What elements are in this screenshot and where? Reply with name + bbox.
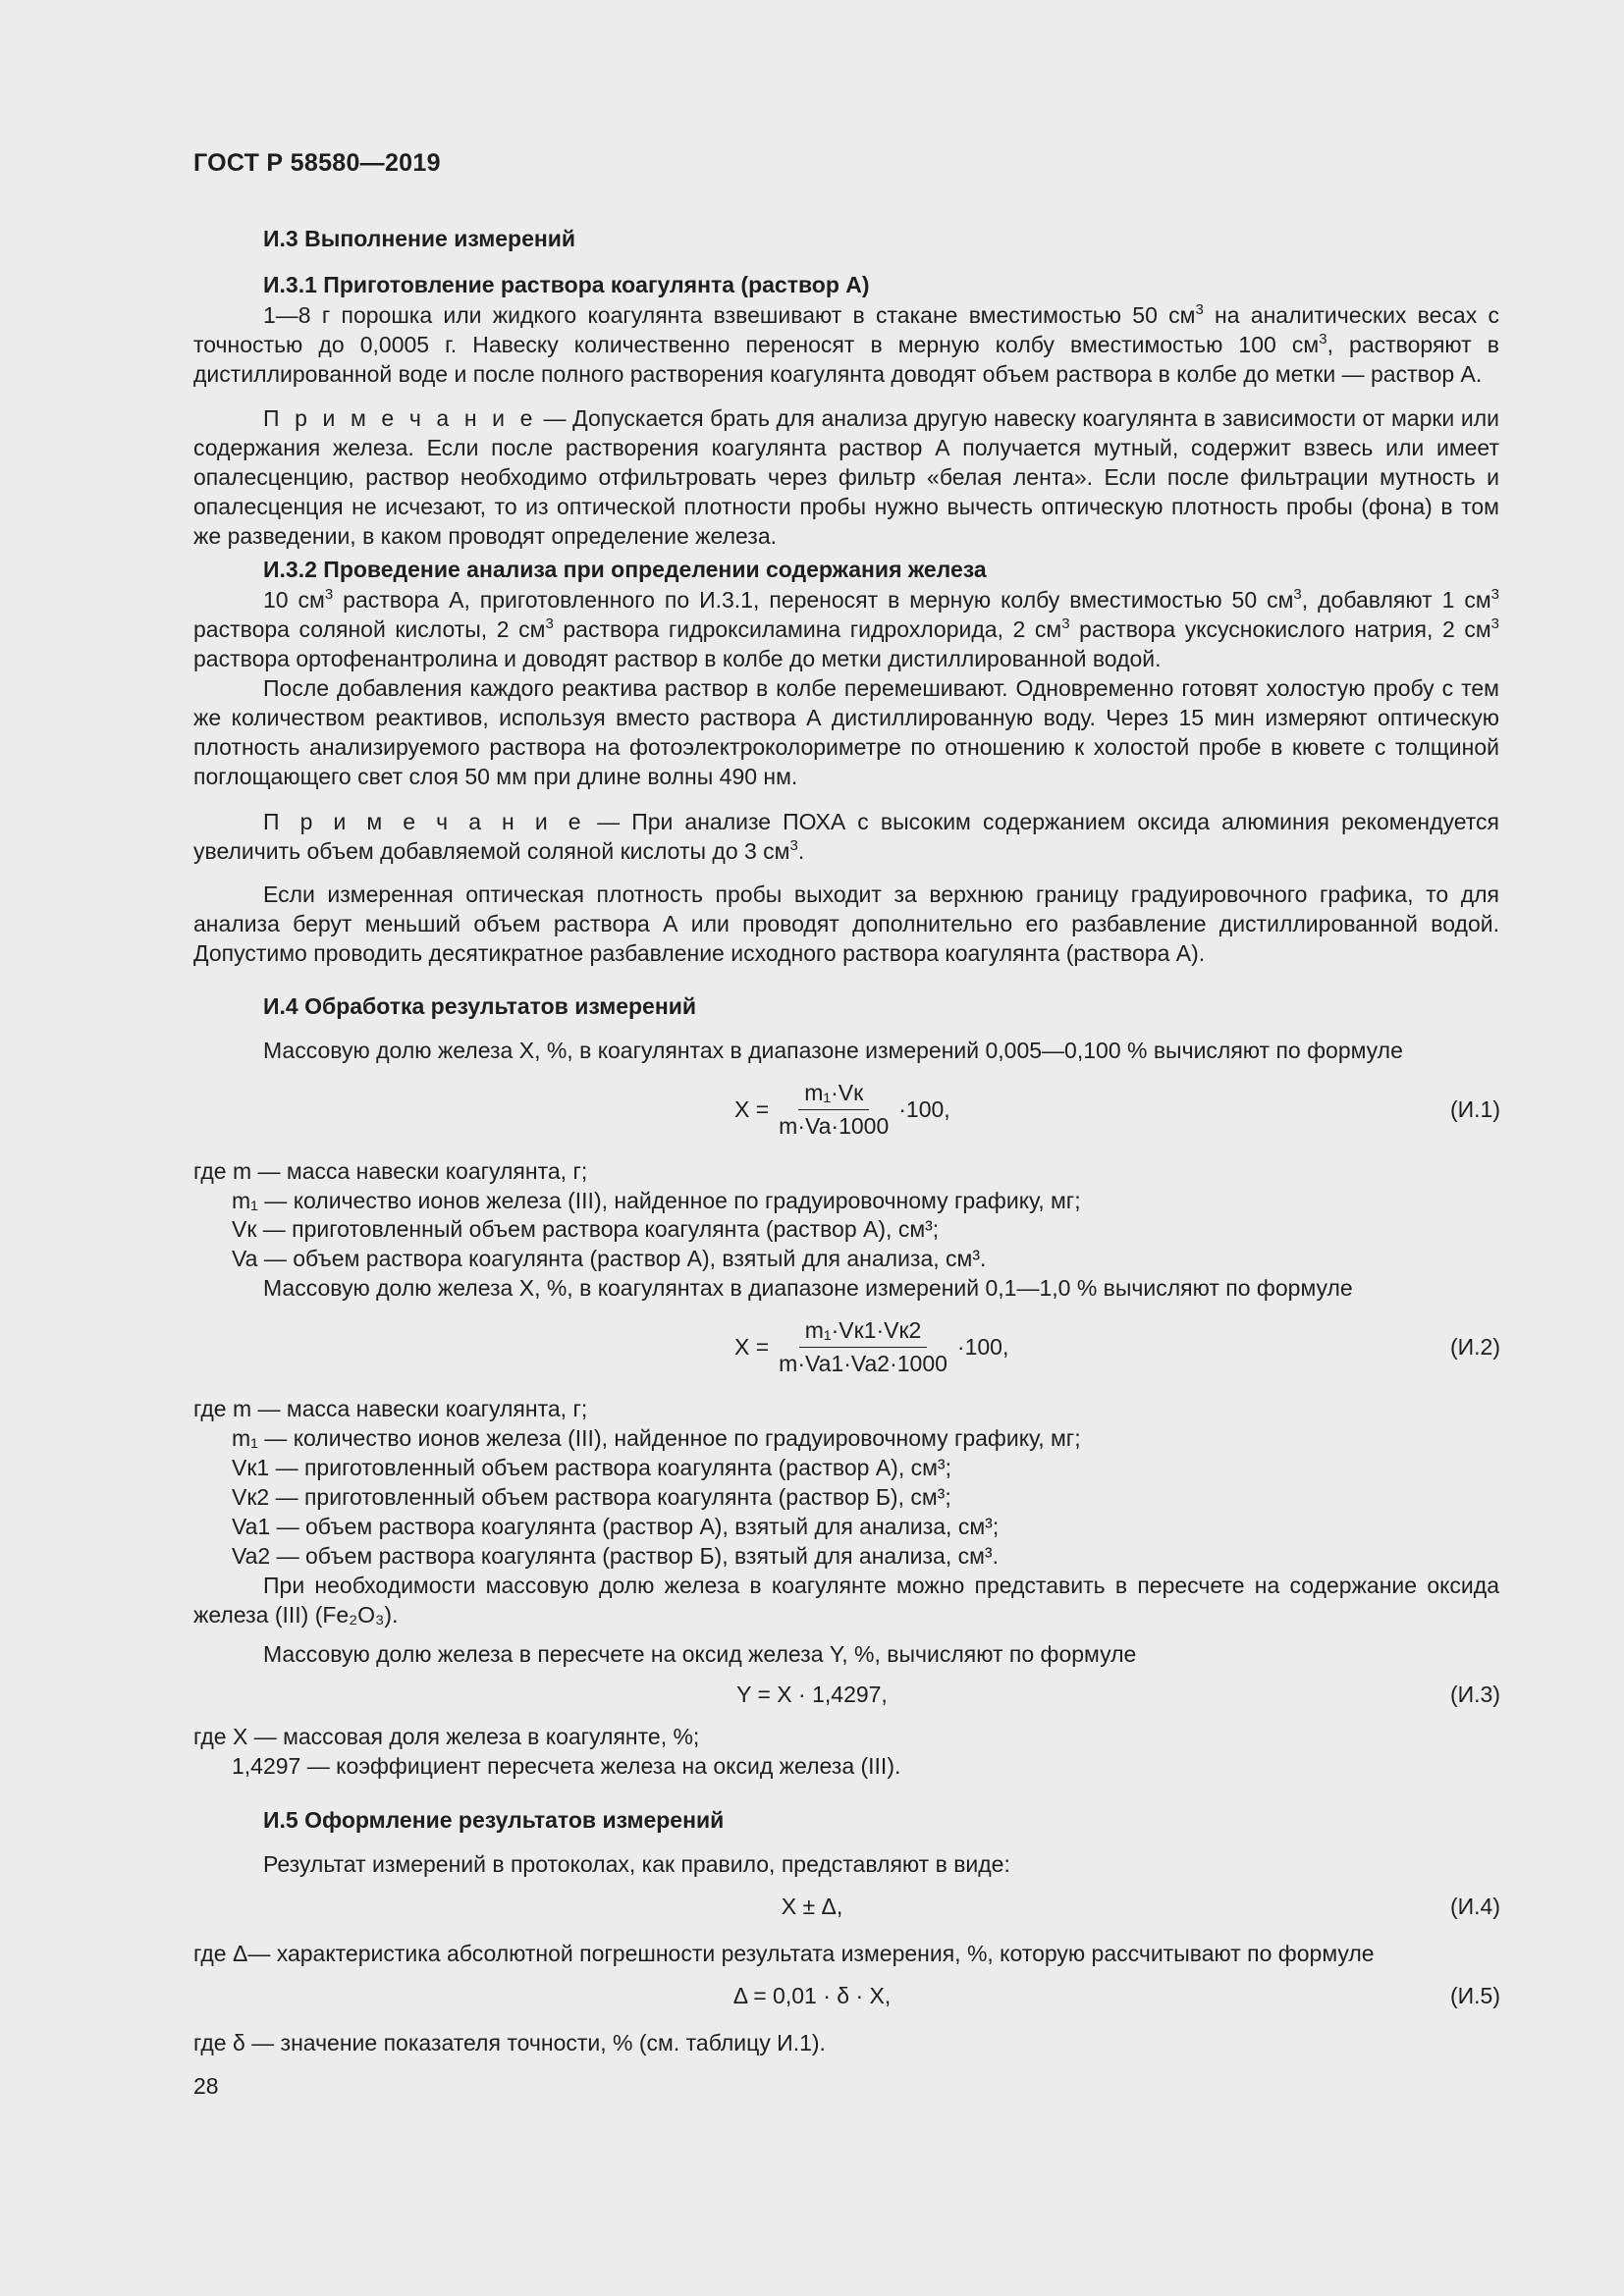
section-i32-paragraph-2: После добавления каждого реактива раствор в колбе перемешивают. Одновременно готовят холостую пробу с тем же количеством реактивов, используя вместо раствора А дистиллированную воду. Через 15 мин измеряют оптическую плотность анализируемого раствора на фотоэлектроколориметре по отношению к холостой пробе в кювете с толщиной поглощающего свет слоя 50 мм при длине волны 490 нм. bbox=[193, 675, 1499, 789]
where-3-line-2: 1,4297 — коэффициент пересчета железа на оксид железа (III). bbox=[232, 1753, 901, 1779]
formula-1-denominator: m·Va·1000 bbox=[779, 1113, 890, 1139]
formula-1-tail: ·100, bbox=[898, 1096, 950, 1122]
formula-3-label: (И.3) bbox=[1449, 1682, 1500, 1707]
fe2o3-paragraph: При необходимости массовую долю железа в коагулянте можно представить в пересчете на содержание оксида железа (III) (Fe₂O₃). bbox=[193, 1573, 1499, 1628]
where-1-line-4: Va — объем раствора коагулянта (раствор А), взятый для анализа, см³. bbox=[232, 1246, 987, 1271]
where-1-line-2: m₁ — количество ионов железа (III), найденное по градуировочному графику, мг; bbox=[232, 1188, 1081, 1213]
section-i32-title: И.3.2 Проведение анализа при определении содержания железа bbox=[263, 557, 987, 582]
formula-2-label: (И.2) bbox=[1449, 1334, 1500, 1360]
where-2-line-1: где m — масса навески коагулянта, г; bbox=[193, 1396, 588, 1421]
section-i5-intro: Результат измерений в протоколах, как правило, представляют в виде: bbox=[263, 1851, 1010, 1877]
section-i32-note: П р и м е ч а н и е — При анализе ПОХА с высоким содержанием оксида алюминия рекомендуется увеличить объем добавляемой соляной кислоты до 3 $см^3$. bbox=[193, 809, 1499, 864]
where-1-line-3: Vк — приготовленный объем раствора коагулянта (раствор А), см³; bbox=[232, 1216, 940, 1242]
document-header: ГОСТ Р 58580—2019 bbox=[193, 149, 441, 177]
where-2-line-3: Vк1 — приготовленный объем раствора коагулянта (раствор А), см³; bbox=[232, 1455, 951, 1480]
formula-3: Y = X · 1,4297, bbox=[736, 1682, 888, 1707]
page-number: 28 bbox=[193, 2073, 219, 2099]
formula-1 bbox=[734, 1080, 950, 1140]
formula-3-intro: Массовую долю железа в пересчете на оксид железа Y, %, вычисляют по формуле bbox=[263, 1641, 1137, 1667]
section-i31-paragraph: 1—8 г порошка или жидкого коагулянта взвешивают в стакане вместимостью 50 $см^3$ на аналитических весах с точностью до 0,0005 г. Навеску количественно переносят в мерную колбу вместимостью 100 $см^3$, растворяют в дистиллированной воде и после полного растворения коагулянта доводят объем раствора в колбе до метки — раствор А. bbox=[193, 301, 1500, 387]
section-i4-title: И.4 Обработка результатов измерений bbox=[263, 993, 697, 1019]
formula-1-intro: Массовую долю железа X, %, в коагулянтах в диапазоне измерений 0,005—0,100 % вычисляют по формуле bbox=[263, 1038, 1403, 1063]
where-2-line-2: m₁ — количество ионов железа (III), найденное по градуировочному графику, мг; bbox=[232, 1425, 1081, 1451]
where-2-line-5: Va1 — объем раствора коагулянта (раствор А), взятый для анализа, см³; bbox=[232, 1514, 1000, 1539]
section-i5-title: И.5 Оформление результатов измерений bbox=[263, 1807, 725, 1833]
section-i32-paragraph-3: Если измеренная оптическая плотность пробы выходит за верхнюю границу градуировочного графика, то для анализа берут меньший объем раствора А или проводят дополнительно его разбавление дистиллированной водой. Допустимо проводить десятикратное разбавление исходного раствора коагулянта (раствора А). bbox=[193, 881, 1499, 966]
where-3-line-1: где X — массовая доля железа в коагулянте, %; bbox=[193, 1724, 700, 1749]
formula-5: Δ = 0,01 · δ · X, bbox=[732, 1983, 892, 2008]
formula-4: X ± Δ, bbox=[781, 1894, 843, 1919]
formula-2-lhs: X = bbox=[734, 1334, 770, 1360]
formula-2-intro: Массовую долю железа X, %, в коагулянтах в диапазоне измерений 0,1—1,0 % вычисляют по формуле bbox=[263, 1275, 1353, 1301]
where-1-line-1: где m — масса навески коагулянта, г; bbox=[193, 1158, 588, 1184]
formula-1-label: (И.1) bbox=[1449, 1096, 1500, 1122]
where-2-line-6: Va2 — объем раствора коагулянта (раствор Б), взятый для анализа, см³. bbox=[232, 1543, 999, 1569]
where-2-line-4: Vк2 — приготовленный объем раствора коагулянта (раствор Б), см³; bbox=[232, 1484, 951, 1510]
section-i31-title: И.3.1 Приготовление раствора коагулянта (раствор А) bbox=[263, 272, 870, 297]
formula-5-label: (И.5) bbox=[1449, 1983, 1500, 2008]
section-i32-paragraph-1: 10 $см^3$ раствора А, приготовленного по И.3.1, переносят в мерную колбу вместимостью 50 $см^3$, добавляют 1 $см^3$ раствора соляной кислоты, 2 $см^3$ раствора гидроксиламина гидрохлорида, 2 $см^3$ раствора уксуснокислого натрия, 2 $см^3$ раствора ортофенантролина и доводят раствор в колбе до метки дистиллированной водой. bbox=[193, 586, 1499, 671]
formula-2-denominator: m·Va1·Va2·1000 bbox=[779, 1351, 947, 1376]
formula-1-lhs: X = bbox=[734, 1096, 770, 1122]
where-5-line: где δ — значение показателя точности, % (см. таблицу И.1). bbox=[193, 2030, 826, 2056]
formula-2 bbox=[734, 1317, 1008, 1377]
formula-2-tail: ·100, bbox=[956, 1334, 1009, 1360]
formula-2-numerator: m₁·Vк1·Vк2 bbox=[799, 1317, 928, 1348]
formula-4-label: (И.4) bbox=[1449, 1894, 1500, 1919]
where-4-line: где Δ— характеристика абсолютной погрешности результата измерения, %, которую рассчитывают по формуле bbox=[193, 1941, 1375, 1966]
section-i3-title: И.3 Выполнение измерений bbox=[263, 226, 576, 251]
formula-1-numerator: m₁·Vк bbox=[798, 1080, 869, 1110]
section-i31-note: П р и м е ч а н и е — Допускается брать для анализа другую навеску коагулянта в зависимости от марки или содержания железа. Если после растворения коагулянта раствор А получается мутный, содержит взвесь или имеет опалесценцию, раствор необходимо отфильтровать через фильтр «белая лента». Если после фильтрации мутность и опалесценция не исчезают, то из оптической плотности пробы нужно вычесть оптическую плотность пробы (фона) в том же разведении, в каком проводят определение железа. bbox=[193, 405, 1499, 549]
